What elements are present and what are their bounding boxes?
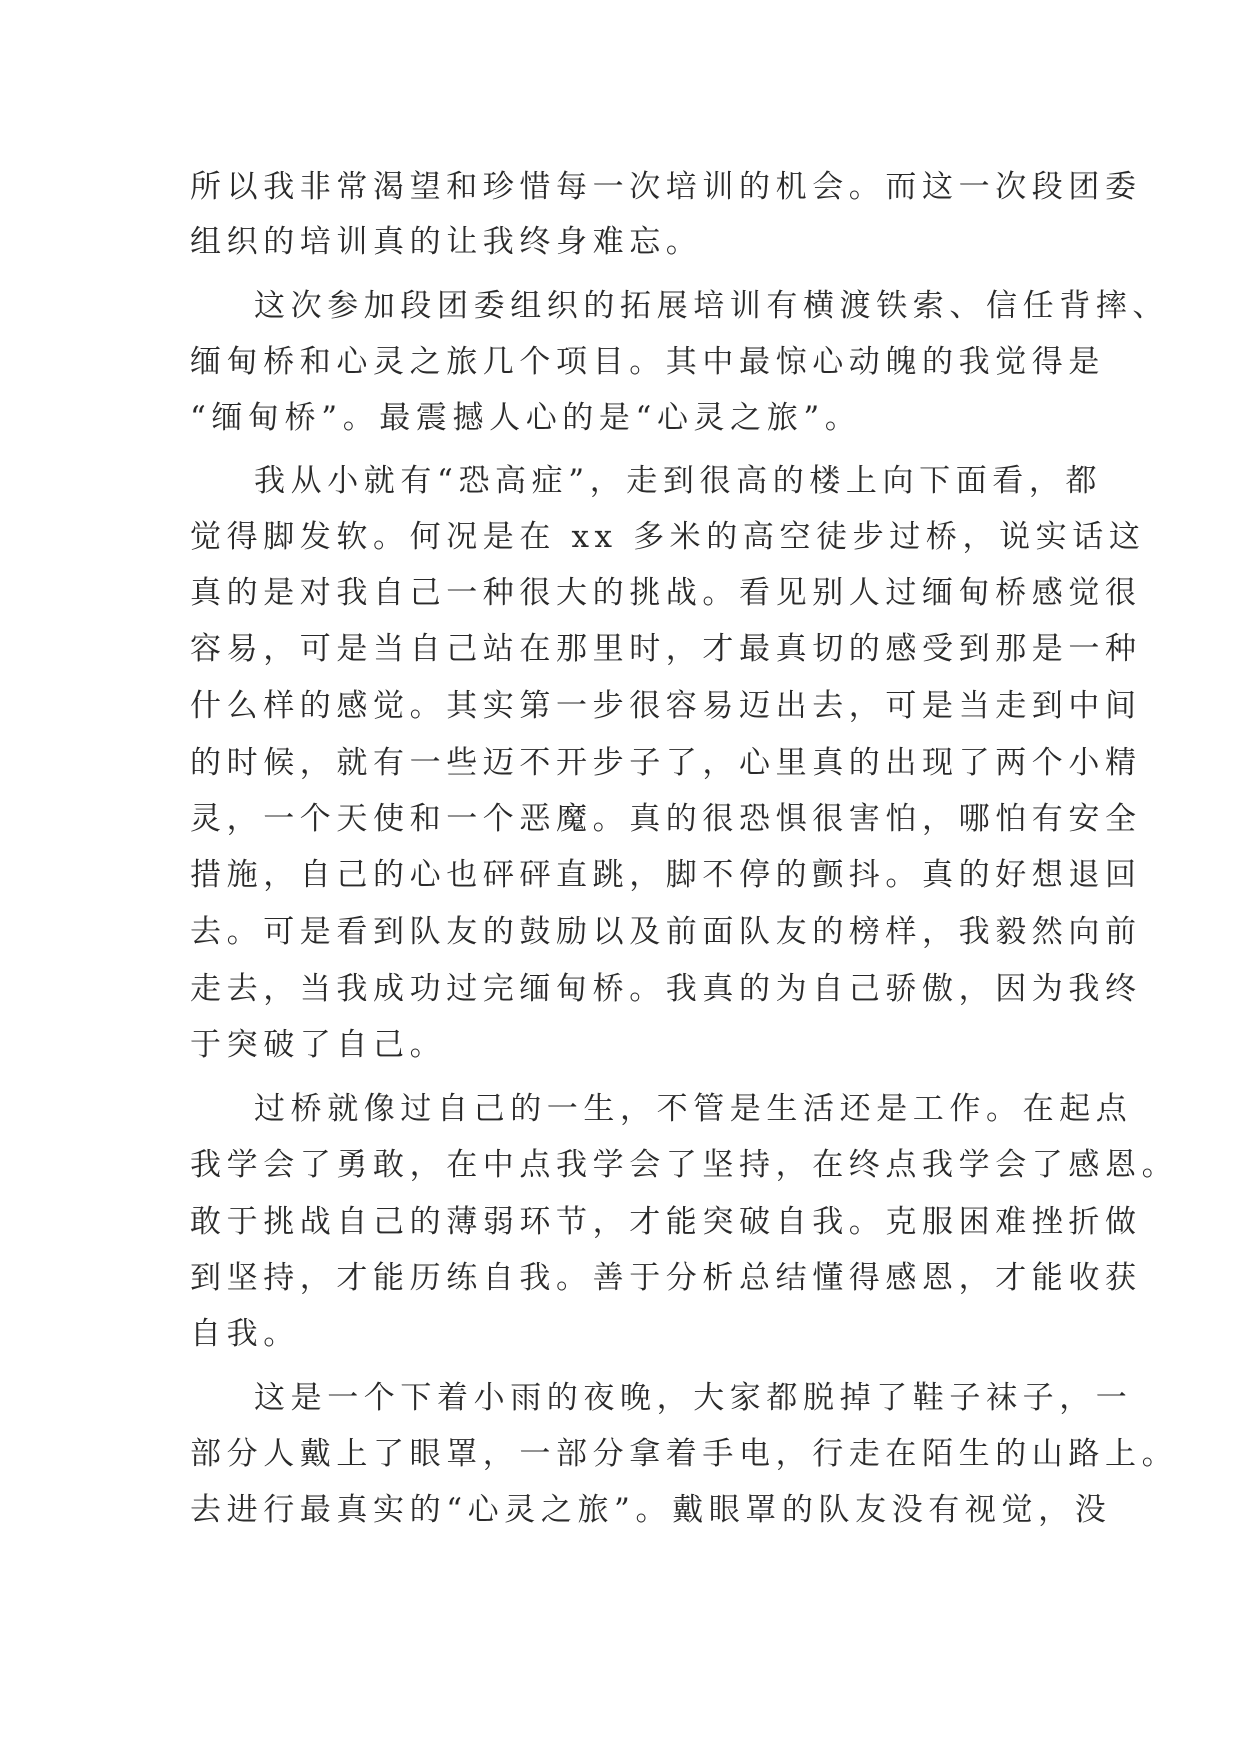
paragraph-first-line: 这次参加段团委组织的拓展培训有横渡铁索、信任背摔、 [254, 288, 1169, 324]
text-line: 我学会了勇敢，在中点我学会了坚持，在终点我学会了感恩。 [190, 1147, 1179, 1183]
text-line: 所以我非常渴望和珍惜每一次培训的机会。而这一次段团委 [190, 169, 1142, 205]
text-line: 部分人戴上了眼罩，一部分拿着手电，行走在陌生的山路上。 [190, 1436, 1179, 1472]
text-line: 于突破了自己。 [190, 1027, 447, 1063]
paragraph-first-line: 过桥就像过自己的一生，不管是生活还是工作。在起点 [254, 1091, 1133, 1127]
text-line: 缅甸桥和心灵之旅几个项目。其中最惊心动魄的我觉得是 [190, 344, 1105, 380]
text-line: 的时候，就有一些迈不开步子了，心里真的出现了两个小精 [190, 745, 1142, 781]
text-line: “缅甸桥”。最震撼人心的是“心灵之旅”。 [190, 400, 862, 436]
text-line: 真的是对我自己一种很大的挑战。看见别人过缅甸桥感觉很 [190, 575, 1142, 611]
text-line: 觉得脚发软。何况是在 xx 多米的高空徒步过桥，说实话这 [190, 519, 1146, 555]
text-line: 组织的培训真的让我终身难忘。 [190, 224, 703, 260]
text-line: 灵，一个天使和一个恶魔。真的很恐惧很害怕，哪怕有安全 [190, 801, 1142, 837]
text-line: 去。可是看到队友的鼓励以及前面队友的榜样，我毅然向前 [190, 914, 1142, 950]
text-line: 到坚持，才能历练自我。善于分析总结懂得感恩，才能收获 [190, 1260, 1142, 1296]
text-line: 走去，当我成功过完缅甸桥。我真的为自己骄傲，因为我终 [190, 971, 1142, 1007]
text-line: 什么样的感觉。其实第一步很容易迈出去，可是当走到中间 [190, 688, 1142, 724]
text-line: 自我。 [190, 1316, 300, 1352]
text-line: 敢于挑战自己的薄弱环节，才能突破自我。克服困难挫折做 [190, 1204, 1142, 1240]
paragraph-first-line: 我从小就有“恐高症”，走到很高的楼上向下面看，都 [254, 463, 1103, 499]
text-line: 容易，可是当自己站在那里时，才最真切的感受到那是一种 [190, 631, 1142, 667]
text-line: 去进行最真实的“心灵之旅”。戴眼罩的队友没有视觉，没 [190, 1492, 1112, 1528]
paragraph-first-line: 这是一个下着小雨的夜晚，大家都脱掉了鞋子袜子，一 [254, 1380, 1133, 1416]
text-line: 措施，自己的心也砰砰直跳，脚不停的颤抖。真的好想退回 [190, 857, 1142, 893]
